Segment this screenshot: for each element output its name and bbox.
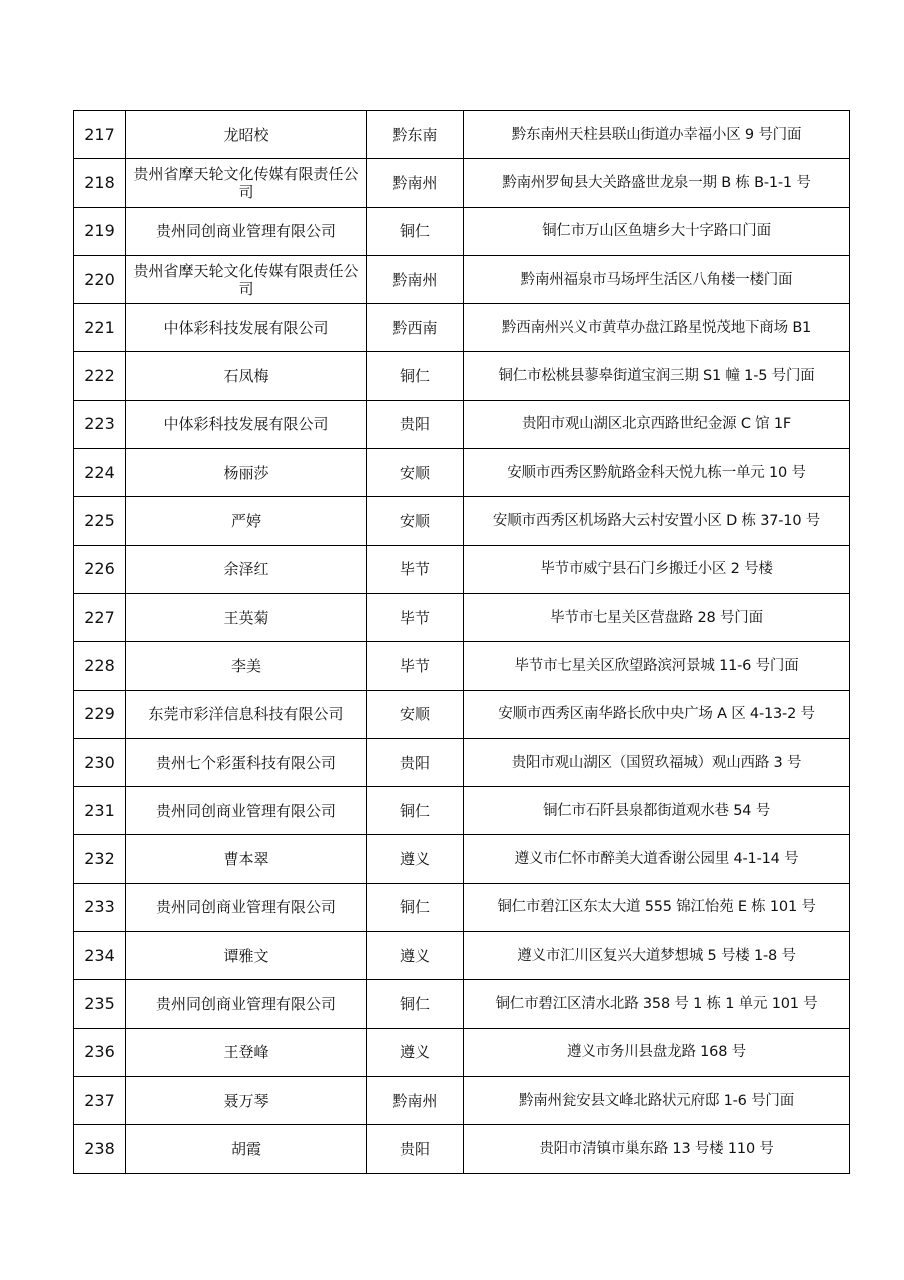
name-cell: 胡霞 — [126, 1125, 367, 1173]
address-cell: 黔西南州兴义市黄草办盘江路星悦茂地下商场 B1 — [464, 304, 850, 352]
address-cell: 黔东南州天柱县联山街道办幸福小区 9 号门面 — [464, 111, 850, 159]
address-cell: 黔南州罗甸县大关路盛世龙泉一期 B 栋 B-1-1 号 — [464, 159, 850, 207]
table-row — [74, 883, 850, 931]
outlet-table-body — [74, 111, 850, 1174]
table-row — [74, 111, 850, 159]
region-cell: 毕节 — [367, 593, 464, 641]
row-number: 217 — [74, 111, 126, 159]
address-cell: 铜仁市万山区鱼塘乡大十字路口门面 — [464, 207, 850, 255]
name-cell: 贵州同创商业管理有限公司 — [126, 883, 367, 931]
address-cell: 铜仁市碧江区东太大道 555 锦江怡苑 E 栋 101 号 — [464, 883, 850, 931]
address-cell: 遵义市务川县盘龙路 168 号 — [464, 1028, 850, 1076]
region-cell: 贵阳 — [367, 1125, 464, 1173]
row-number: 224 — [74, 449, 126, 497]
region-cell: 黔南州 — [367, 255, 464, 303]
address-cell: 铜仁市碧江区清水北路 358 号 1 栋 1 单元 101 号 — [464, 980, 850, 1028]
row-number: 223 — [74, 400, 126, 448]
address-cell: 遵义市汇川区复兴大道梦想城 5 号楼 1-8 号 — [464, 932, 850, 980]
region-cell: 黔南州 — [367, 1076, 464, 1124]
name-cell: 谭雅文 — [126, 932, 367, 980]
name-cell: 贵州同创商业管理有限公司 — [126, 207, 367, 255]
table-row — [74, 980, 850, 1028]
table-row — [74, 352, 850, 400]
address-cell: 毕节市威宁县石门乡搬迁小区 2 号楼 — [464, 545, 850, 593]
table-row — [74, 690, 850, 738]
region-cell: 贵阳 — [367, 738, 464, 786]
table-row — [74, 1076, 850, 1124]
table-row — [74, 207, 850, 255]
table-row — [74, 449, 850, 497]
row-number: 231 — [74, 787, 126, 835]
address-cell: 贵阳市观山湖区（国贸玖福城）观山西路 3 号 — [464, 738, 850, 786]
region-cell: 毕节 — [367, 545, 464, 593]
region-cell: 安顺 — [367, 497, 464, 545]
address-cell: 贵阳市观山湖区北京西路世纪金源 C 馆 1F — [464, 400, 850, 448]
outlet-table — [73, 110, 850, 1174]
table-row — [74, 255, 850, 303]
address-cell: 安顺市西秀区黔航路金科天悦九栋一单元 10 号 — [464, 449, 850, 497]
table-row — [74, 545, 850, 593]
name-cell: 贵州省摩天轮文化传媒有限责任公司 — [126, 159, 367, 207]
row-number: 232 — [74, 835, 126, 883]
name-cell: 东莞市彩洋信息科技有限公司 — [126, 690, 367, 738]
table-row — [74, 932, 850, 980]
region-cell: 遵义 — [367, 1028, 464, 1076]
name-cell: 中体彩科技发展有限公司 — [126, 400, 367, 448]
table-row — [74, 304, 850, 352]
region-cell: 铜仁 — [367, 883, 464, 931]
region-cell: 铜仁 — [367, 787, 464, 835]
name-cell: 王英菊 — [126, 593, 367, 641]
region-cell: 遵义 — [367, 835, 464, 883]
region-cell: 贵阳 — [367, 400, 464, 448]
region-cell: 铜仁 — [367, 207, 464, 255]
row-number: 227 — [74, 593, 126, 641]
region-cell: 遵义 — [367, 932, 464, 980]
name-cell: 李美 — [126, 642, 367, 690]
name-cell: 贵州同创商业管理有限公司 — [126, 980, 367, 1028]
table-row — [74, 787, 850, 835]
region-cell: 铜仁 — [367, 980, 464, 1028]
address-cell: 铜仁市石阡县泉都街道观水巷 54 号 — [464, 787, 850, 835]
row-number: 225 — [74, 497, 126, 545]
name-cell: 贵州省摩天轮文化传媒有限责任公司 — [126, 255, 367, 303]
address-cell: 安顺市西秀区机场路大云村安置小区 D 栋 37-10 号 — [464, 497, 850, 545]
region-cell: 黔西南 — [367, 304, 464, 352]
row-number: 219 — [74, 207, 126, 255]
region-cell: 安顺 — [367, 690, 464, 738]
row-number: 238 — [74, 1125, 126, 1173]
table-row — [74, 400, 850, 448]
row-number: 233 — [74, 883, 126, 931]
name-cell: 龙昭校 — [126, 111, 367, 159]
name-cell: 王登峰 — [126, 1028, 367, 1076]
row-number: 229 — [74, 690, 126, 738]
region-cell: 黔南州 — [367, 159, 464, 207]
table-row — [74, 593, 850, 641]
row-number: 237 — [74, 1076, 126, 1124]
name-cell: 余泽红 — [126, 545, 367, 593]
name-cell: 石凤梅 — [126, 352, 367, 400]
region-cell: 铜仁 — [367, 352, 464, 400]
address-cell: 黔南州瓮安县文峰北路状元府邸 1-6 号门面 — [464, 1076, 850, 1124]
row-number: 218 — [74, 159, 126, 207]
row-number: 228 — [74, 642, 126, 690]
row-number: 226 — [74, 545, 126, 593]
row-number: 222 — [74, 352, 126, 400]
name-cell: 聂万琴 — [126, 1076, 367, 1124]
region-cell: 毕节 — [367, 642, 464, 690]
row-number: 230 — [74, 738, 126, 786]
region-cell: 黔东南 — [367, 111, 464, 159]
row-number: 236 — [74, 1028, 126, 1076]
name-cell: 贵州七个彩蛋科技有限公司 — [126, 738, 367, 786]
table-row — [74, 642, 850, 690]
address-cell: 黔南州福泉市马场坪生活区八角楼一楼门面 — [464, 255, 850, 303]
table-row — [74, 1028, 850, 1076]
name-cell: 严婷 — [126, 497, 367, 545]
row-number: 220 — [74, 255, 126, 303]
address-cell: 毕节市七星关区营盘路 28 号门面 — [464, 593, 850, 641]
region-cell: 安顺 — [367, 449, 464, 497]
table-row — [74, 159, 850, 207]
name-cell: 曹本翠 — [126, 835, 367, 883]
address-cell: 铜仁市松桃县蓼皋街道宝润三期 S1 幢 1-5 号门面 — [464, 352, 850, 400]
name-cell: 贵州同创商业管理有限公司 — [126, 787, 367, 835]
table-row — [74, 738, 850, 786]
name-cell: 中体彩科技发展有限公司 — [126, 304, 367, 352]
name-cell: 杨丽莎 — [126, 449, 367, 497]
row-number: 221 — [74, 304, 126, 352]
address-cell: 遵义市仁怀市醉美大道香谢公园里 4-1-14 号 — [464, 835, 850, 883]
row-number: 235 — [74, 980, 126, 1028]
address-cell: 贵阳市清镇市巢东路 13 号楼 110 号 — [464, 1125, 850, 1173]
address-cell: 毕节市七星关区欣望路滨河景城 11-6 号门面 — [464, 642, 850, 690]
address-cell: 安顺市西秀区南华路长欣中央广场 A 区 4-13-2 号 — [464, 690, 850, 738]
row-number: 234 — [74, 932, 126, 980]
table-row — [74, 1125, 850, 1173]
table-row — [74, 497, 850, 545]
table-row — [74, 835, 850, 883]
